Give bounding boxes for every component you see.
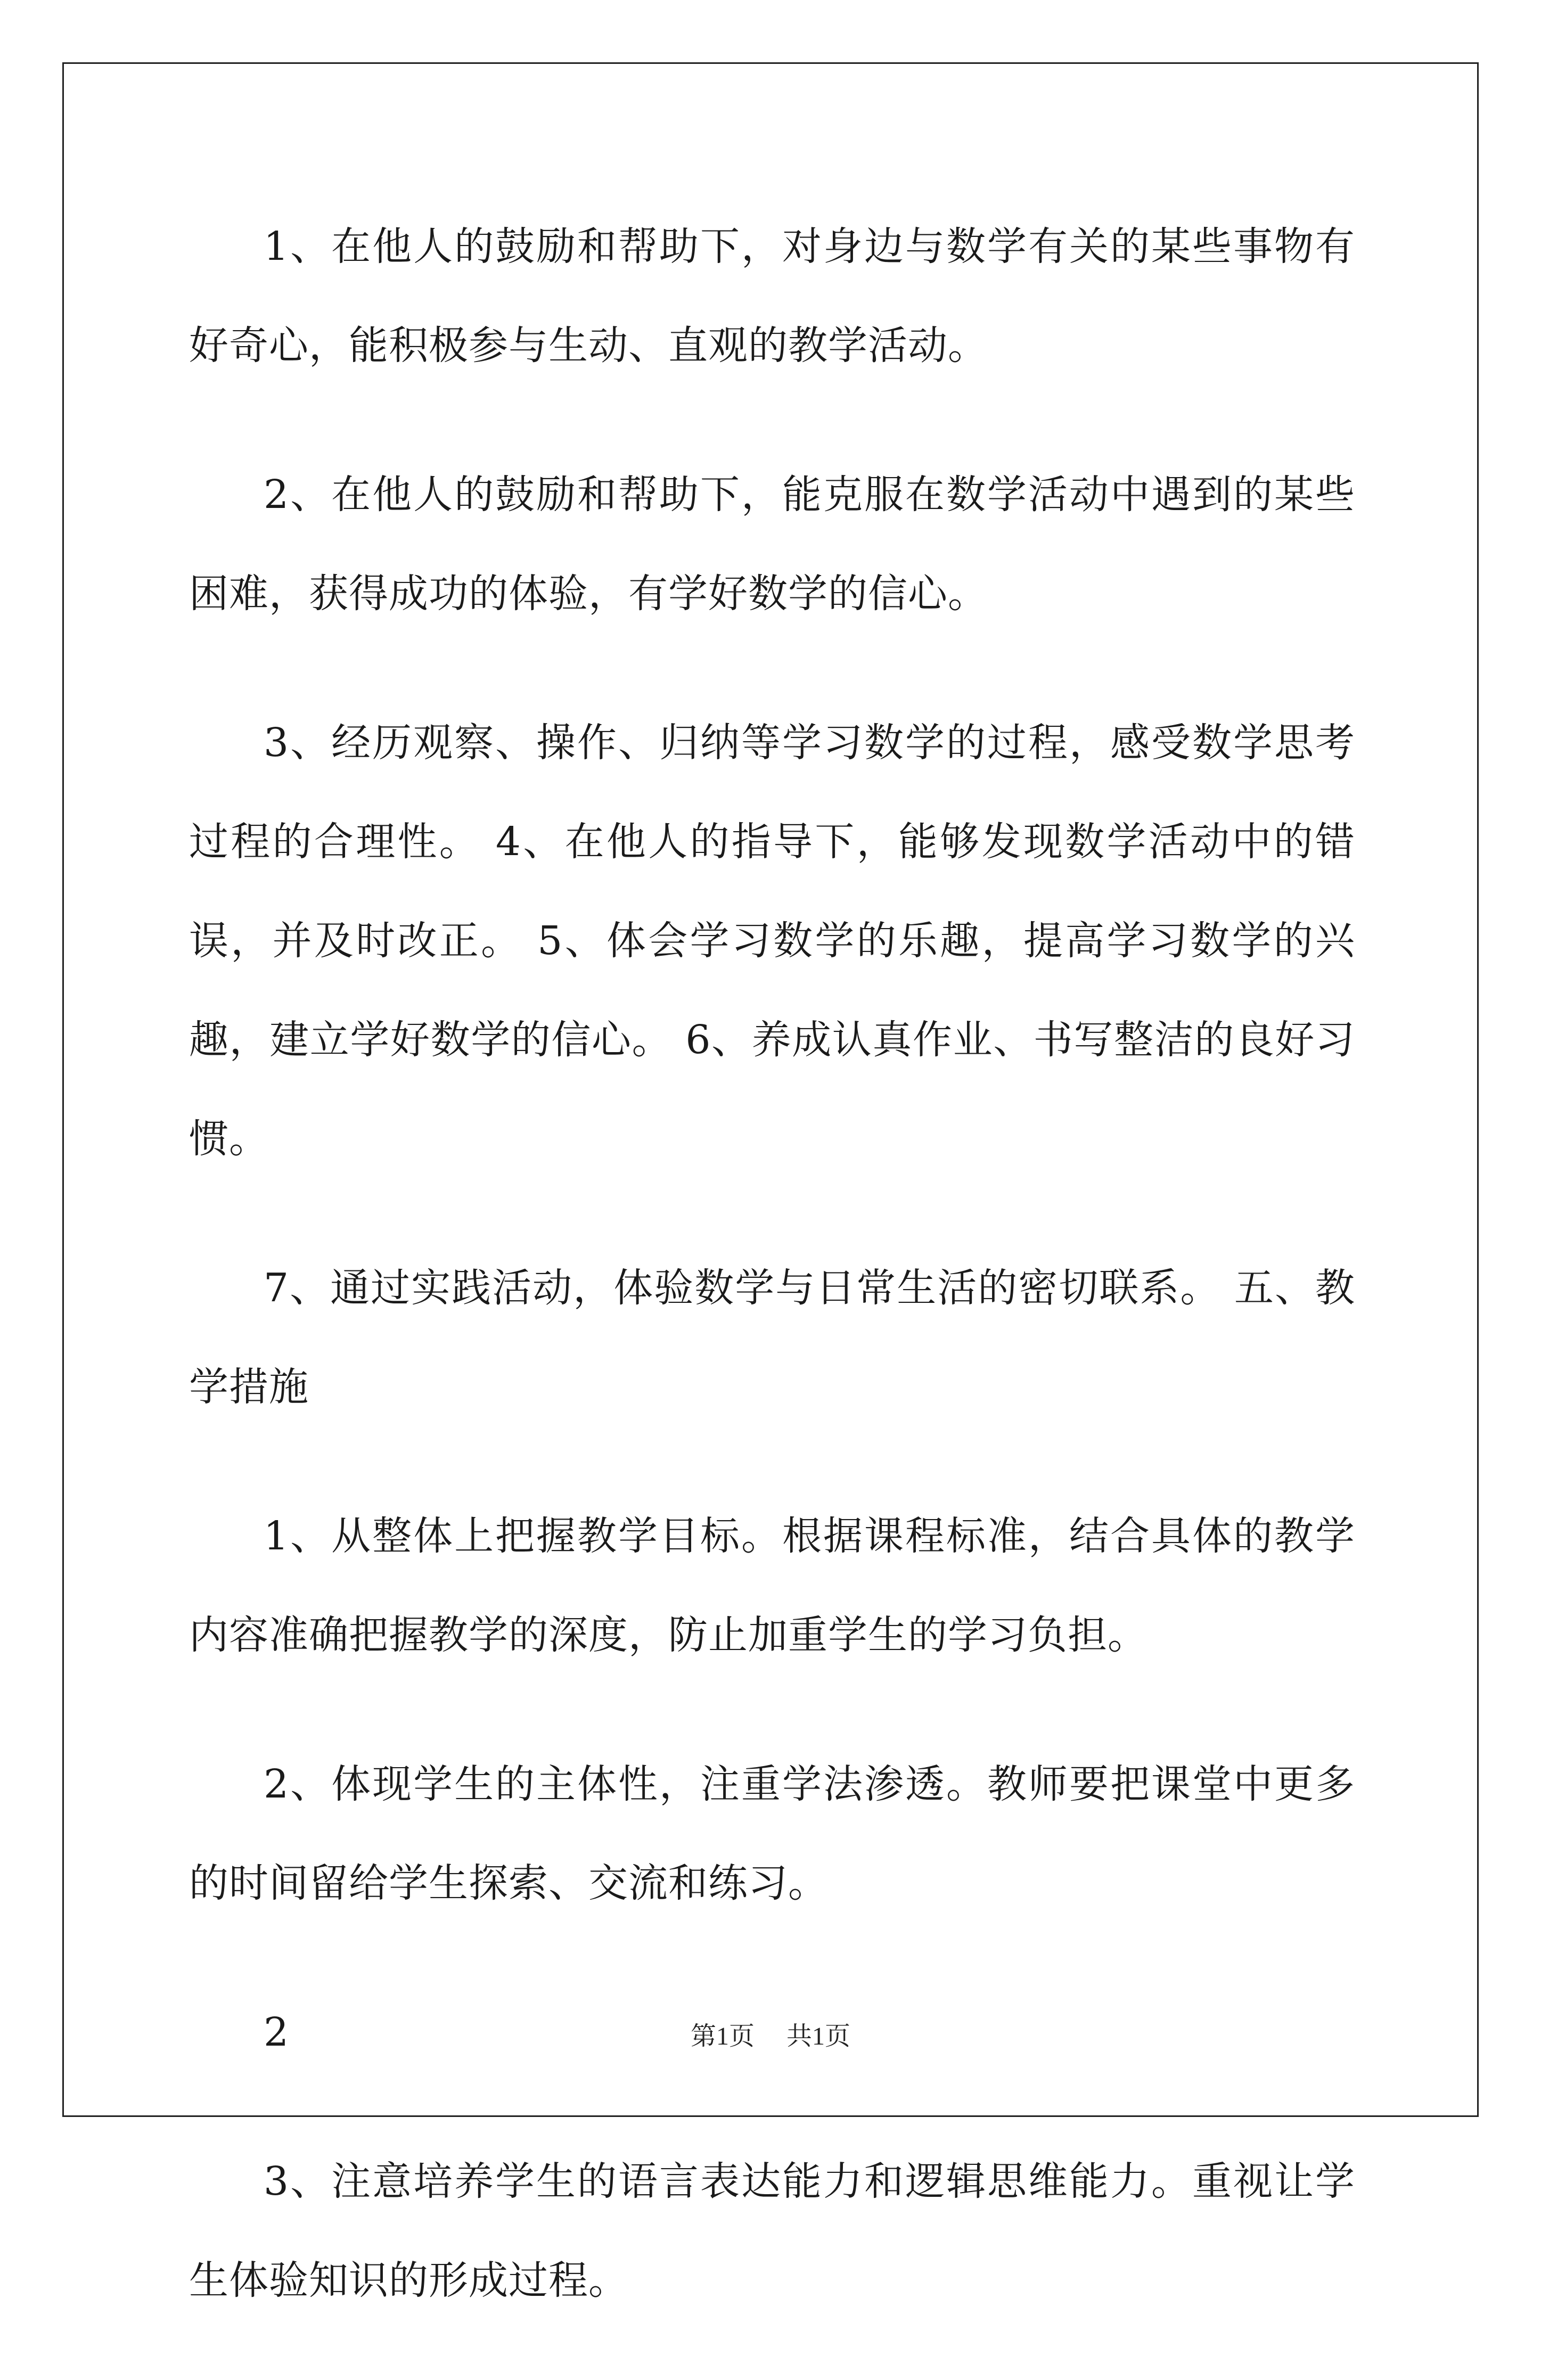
document-body xyxy=(189,197,1355,2380)
footer-total-label: 共1页 xyxy=(786,2022,851,2050)
paragraph-measure-3: 3、注意培养学生的语言表达能力和逻辑思维能力。重视让学生体验知识的形成过程。 xyxy=(189,2159,1355,2303)
paragraph-goal-7-and-section-heading: 7、通过实践活动，体验数学与日常生活的密切联系。 五、教学措施 xyxy=(189,1265,1355,1410)
paragraph-measure-2: 2、体现学生的主体性，注重学法渗透。教师要把课堂中更多的时间留给学生探索、交流和练习。 xyxy=(189,1761,1355,1906)
paragraph-page-number-marker: 2 xyxy=(264,2009,290,2055)
paragraph-goal-1: 1、在他人的鼓励和帮助下，对身边与数学有关的某些事物有好奇心，能积极参与生动、直观的教学活动。 xyxy=(189,224,1355,368)
page-footer xyxy=(0,2015,1541,2052)
paragraph-goals-3-6: 3、经历观察、操作、归纳等学习数学的过程，感受数学思考过程的合理性。 4、在他人的指导下，能够发现数学活动中的错误，并及时改正。 5、体会学习数学的乐趣，提高学习数学的兴趣，建立学好数学的信心。 6、养成认真作业、书写整洁的良好习惯。 xyxy=(189,720,1355,1162)
paragraph-measure-1: 1、从整体上把握教学目标。根据课程标准，结合具体的教学内容准确把握教学的深度，防止加重学生的学习负担。 xyxy=(189,1513,1355,1658)
paragraph-goal-2: 2、在他人的鼓励和帮助下，能克服在数学活动中遇到的某些困难，获得成功的体验，有学好数学的信心。 xyxy=(189,472,1355,617)
footer-page-label: 第1页 xyxy=(690,2022,755,2050)
